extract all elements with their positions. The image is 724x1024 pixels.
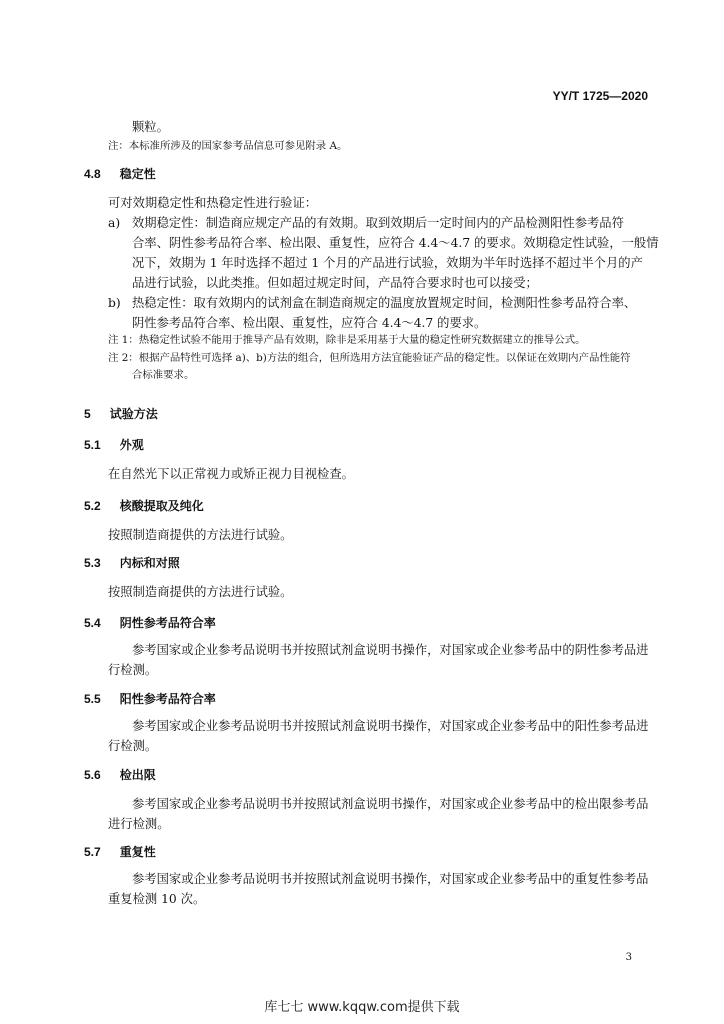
item-a-line: 品进行试验，以此类推。但如超过规定时间，产品符合要求时也可以接受；: [132, 276, 538, 290]
section-heading-5-3: [84, 552, 180, 572]
section-number: 5: [84, 407, 91, 421]
section-number: 4.8: [84, 167, 101, 181]
standard-note: 注：本标准所涉及的国家参考品信息可参见附录 A。: [108, 140, 348, 152]
section-title: 阳性参考品符合率: [119, 692, 216, 706]
item-b-line: 热稳定性：取有效期内的试剂盒在制造商规定的温度放置规定时间，检测阳性参考品符合率、: [132, 296, 637, 310]
section-number: 5.1: [84, 438, 101, 452]
section-heading-5-2: [84, 495, 204, 515]
item-a-line: 效期稳定性：制造商应规定产品的有效期。取到效期后一定时间内的产品检测阳性参考品符: [132, 216, 624, 230]
section-text: 按照制造商提供的方法进行试验。: [108, 585, 293, 599]
section-text: 按照制造商提供的方法进行试验。: [108, 528, 293, 542]
stability-intro: 可对效期稳定性和热稳定性进行验证：: [108, 196, 318, 210]
section-heading-5-6: [84, 764, 156, 784]
section-number: 5.5: [84, 692, 101, 706]
item-b-label: b): [108, 296, 121, 310]
note-2-line: 注 2：根据产品特性可选择 a)、b)方法的组合，但所选用方法宜能验证产品的稳定性。以保证在效期内产品性能符: [108, 352, 631, 364]
section-text-line: 参考国家或企业参考品说明书并按照试剂盒说明书操作，对国家或企业参考品中的阴性参考品进: [132, 643, 649, 657]
section-heading-5-4: [84, 612, 216, 632]
section-heading-4-8: [84, 163, 156, 183]
section-text-line: 进行检测。: [108, 817, 170, 831]
note-1: 注 1：热稳定性试验不能用于推导产品有效期，除非是采用基于大量的稳定性研究数据建立的推导公式。: [108, 334, 586, 346]
section-title: 外观: [119, 438, 144, 452]
section-number: 5.7: [84, 845, 101, 859]
section-heading-5-1: [84, 434, 144, 454]
section-number: 5.2: [84, 499, 101, 513]
section-text-line: 行检测。: [108, 739, 158, 753]
section-title: 试验方法: [109, 407, 158, 421]
item-a-line: 况下，效期为 1 年时选择不超过 1 个月的产品进行试验，效期为半年时选择不超过半个月的产: [132, 256, 643, 270]
note-2-line: 合标准要求。: [132, 369, 195, 381]
section-title: 核酸提取及纯化: [119, 499, 204, 513]
section-number: 5.3: [84, 556, 101, 570]
item-b-line: 阴性参考品符合率、检出限、重复性，应符合 4.4～4.7 的要求。: [132, 316, 487, 330]
section-text-line: 参考国家或企业参考品说明书并按照试剂盒说明书操作，对国家或企业参考品中的重复性参考品: [132, 872, 649, 886]
section-text-line: 行检测。: [108, 663, 158, 677]
section-text-line: 重复检测 10 次。: [108, 892, 206, 906]
item-a-line: 合率、阴性参考品符合率、检出限、重复性，应符合 4.4～4.7 的要求。效期稳定性试验，一般情: [132, 236, 659, 250]
section-title: 阴性参考品符合率: [119, 616, 216, 630]
item-a-label: a): [108, 216, 121, 230]
section-text-line: 参考国家或企业参考品说明书并按照试剂盒说明书操作，对国家或企业参考品中的检出限参考品: [132, 797, 649, 811]
section-heading-5: [84, 403, 158, 423]
download-footer: 库七七 www.kqqw.com提供下载: [264, 1000, 460, 1015]
page-number: 3: [625, 952, 632, 963]
section-heading-5-5: [84, 688, 216, 708]
section-title: 稳定性: [119, 167, 156, 181]
section-text: 在自然光下以正常视力或矫正视力目视检查。: [108, 467, 354, 481]
section-text-line: 参考国家或企业参考品说明书并按照试剂盒说明书操作，对国家或企业参考品中的阳性参考品进: [132, 719, 649, 733]
section-title: 内标和对照: [119, 556, 180, 570]
section-title: 检出限: [119, 768, 156, 782]
section-number: 5.6: [84, 768, 101, 782]
section-heading-5-7: [84, 841, 156, 861]
section-title: 重复性: [119, 845, 156, 859]
section-number: 5.4: [84, 616, 101, 630]
standard-code: YY/T 1725—2020: [552, 89, 648, 103]
continuation-text: 颗粒。: [132, 120, 169, 134]
